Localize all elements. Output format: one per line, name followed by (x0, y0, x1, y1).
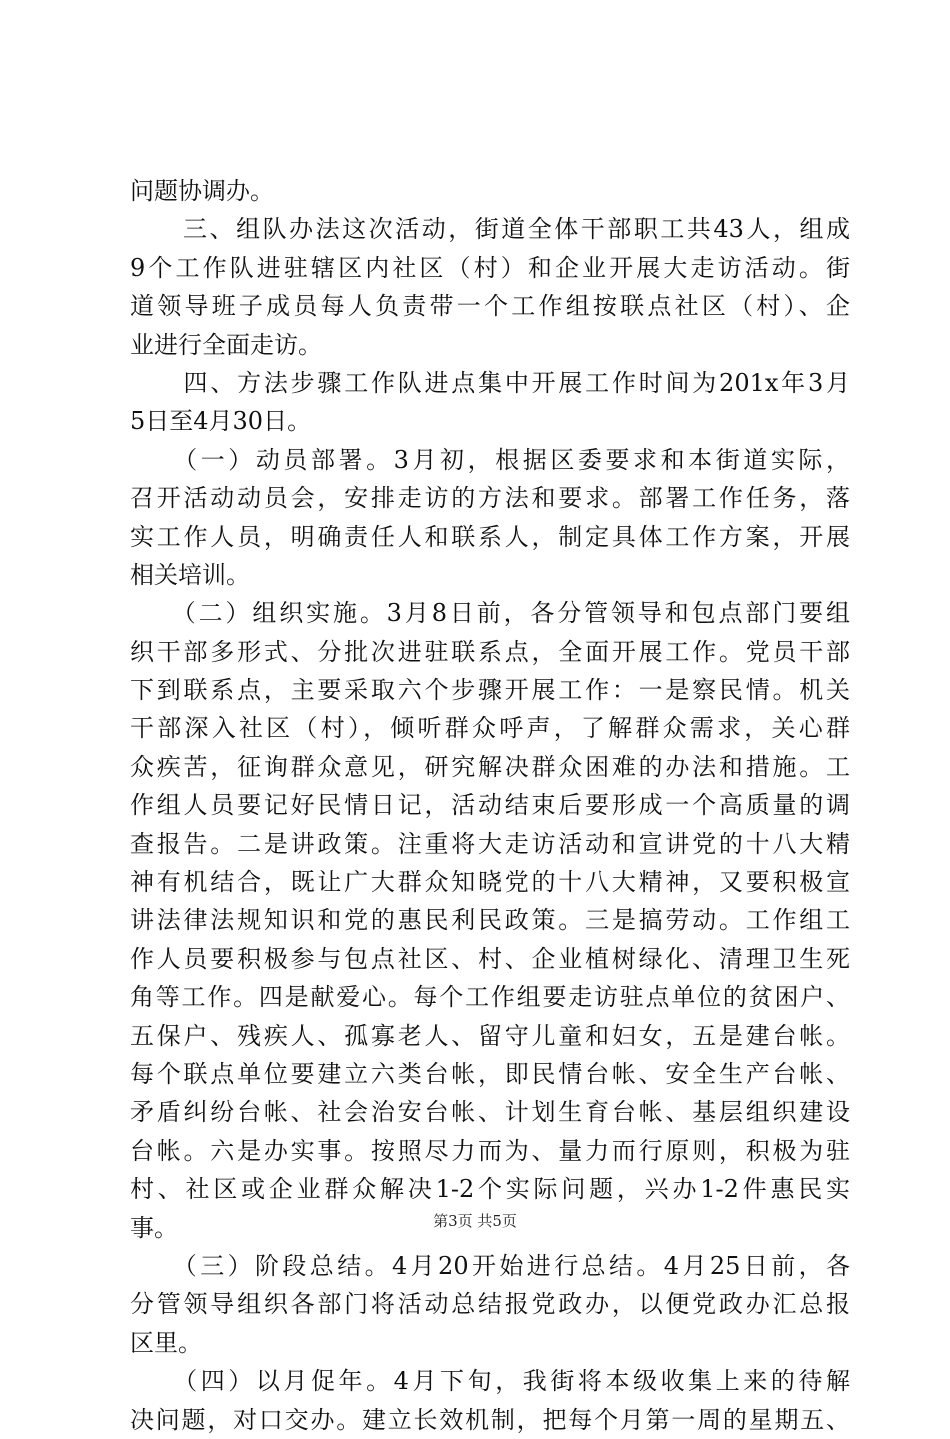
text-line: 召开活动动员会，安排走访的方法和要求。部署工作任务，落 (130, 484, 850, 513)
text-line: 9个工作队进驻辖区内社区（村）和企业开展大走访活动。街 (130, 253, 850, 282)
document-body (130, 172, 850, 1439)
text-line: 查报告。二是讲政策。注重将大走访活动和宣讲党的十八大精 (130, 829, 850, 858)
text-line: 村、社区或企业群众解决1-2个实际问题，兴办1-2件惠民实 (130, 1175, 850, 1204)
text-line: 决问题，对口交办。建立长效机制，把每个月第一周的星期五、 (130, 1405, 850, 1434)
page-footer: 第3页 共5页 (433, 1212, 517, 1230)
text-line: 织干部多形式、分批次进驻联系点，全面开展工作。党员干部 (130, 637, 850, 666)
text-line: 五保户、残疾人、孤寡老人、留守儿童和妇女，五是建台帐。 (130, 1021, 850, 1050)
text-line: 矛盾纠纷台帐、社会治安台帐、计划生育台帐、基层组织建设 (130, 1098, 850, 1127)
text-line: 台帐。六是办实事。按照尽力而为、量力而行原则，积极为驻 (130, 1136, 850, 1165)
text-line: 问题协调办。 (130, 177, 274, 205)
text-line: （二）组织实施。3月8日前，各分管领导和包点部门要组 (130, 599, 850, 628)
text-line: 相关培训。 (130, 560, 250, 589)
text-line: （三）阶段总结。4月20开始进行总结。4月25日前，各 (130, 1251, 850, 1280)
text-line: 道领导班子成员每人负责带一个工作组按联点社区（村）、企 (130, 292, 850, 321)
text-line: 干部深入社区（村），倾听群众呼声，了解群众需求，关心群 (130, 714, 850, 743)
text-line: （一）动员部署。3月初，根据区委要求和本街道实际， (130, 445, 850, 474)
text-line: 作人员要积极参与包点社区、村、企业植树绿化、清理卫生死 (130, 944, 850, 973)
text-line: 实工作人员，明确责任人和联系人，制定具体工作方案，开展 (130, 522, 850, 551)
text-line: 四、方法步骤工作队进点集中开展工作时间为201x年3月 (130, 368, 850, 397)
text-line: 神有机结合，既让广大群众知晓党的十八大精神，又要积极宣 (130, 868, 850, 897)
text-line: 三、组队办法这次活动，街道全体干部职工共43人，组成 (130, 215, 850, 244)
text-line: 分管领导组织各部门将活动总结报党政办，以便党政办汇总报 (130, 1290, 850, 1319)
text-line: 区里。 (130, 1328, 202, 1357)
text-line: （四）以月促年。4月下旬，我街将本级收集上来的待解 (130, 1367, 850, 1396)
text-line: 下到联系点，主要采取六个步骤开展工作：一是察民情。机关 (130, 676, 850, 705)
text-line: 众疾苦，征询群众意见，研究解决群众困难的办法和措施。工 (130, 752, 850, 781)
text-line: 角等工作。四是献爱心。每个工作组要走访驻点单位的贫困户、 (130, 983, 850, 1012)
text-line: 5日至4月30日。 (130, 407, 312, 436)
text-line: 作组人员要记好民情日记，活动结束后要形成一个高质量的调 (130, 791, 850, 820)
text-line: 业进行全面走访。 (130, 330, 322, 359)
text-line: 事。 (130, 1213, 178, 1242)
text-line: 讲法律法规知识和党的惠民利民政策。三是搞劳动。工作组工 (130, 906, 850, 935)
text-line: 每个联点单位要建立六类台帐，即民情台帐、安全生产台帐、 (130, 1059, 850, 1088)
